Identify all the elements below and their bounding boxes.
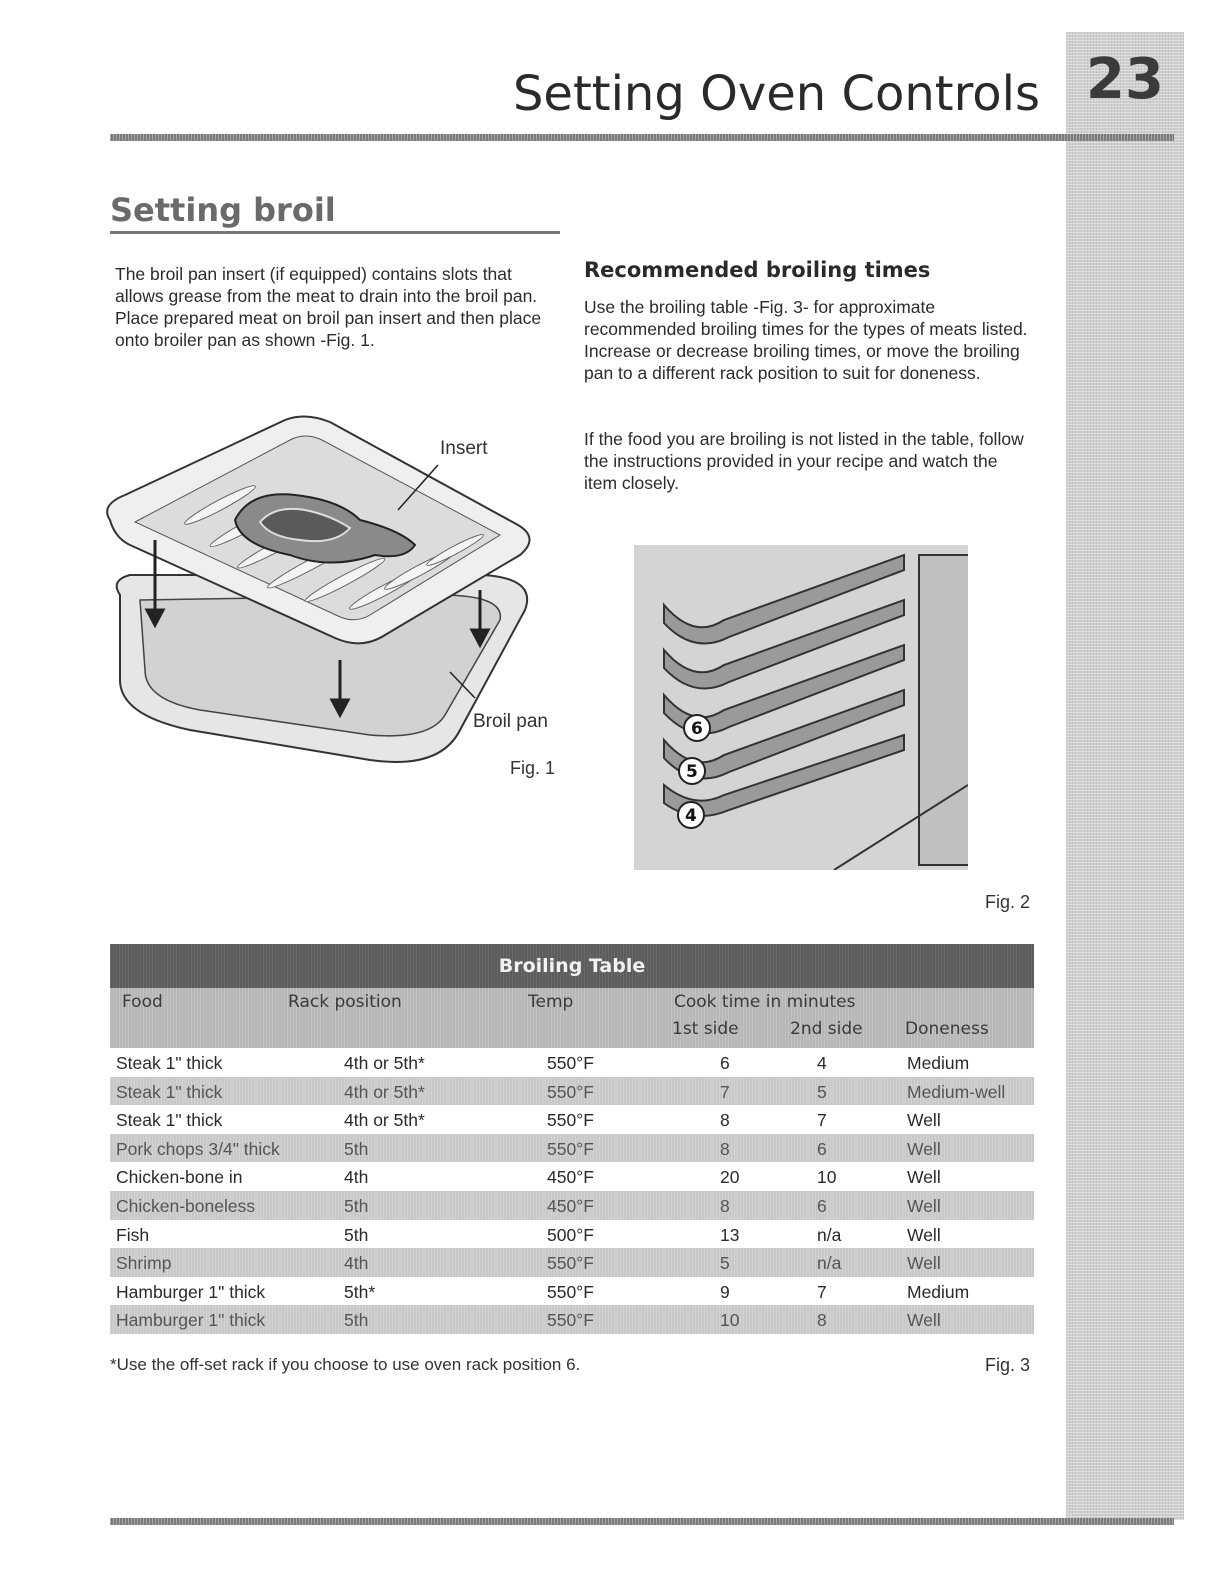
cell-temp: 500°F bbox=[547, 1224, 594, 1245]
cell-side1: 5 bbox=[720, 1253, 730, 1274]
cell-side2: 5 bbox=[817, 1081, 827, 1102]
cell-side2: n/a bbox=[817, 1253, 842, 1274]
cell-food: Steak 1" thick bbox=[116, 1110, 223, 1131]
table-row bbox=[110, 1220, 1034, 1249]
cell-side1: 8 bbox=[720, 1110, 730, 1131]
table-row bbox=[110, 1048, 1034, 1077]
table-row bbox=[110, 1191, 1034, 1220]
table-header-row bbox=[110, 988, 1034, 1048]
cell-rack: 4th or 5th* bbox=[344, 1053, 425, 1073]
cell-doneness: Medium bbox=[907, 1053, 970, 1073]
header-side1: 1st side bbox=[672, 1019, 739, 1039]
cell-side1: 8 bbox=[720, 1195, 730, 1216]
header-side2: 2nd side bbox=[790, 1019, 863, 1039]
cell-side2: 6 bbox=[817, 1138, 827, 1159]
cell-doneness: Well bbox=[907, 1110, 941, 1131]
cell-doneness: Medium-well bbox=[907, 1081, 1006, 1102]
insert-callout: Insert bbox=[440, 438, 488, 459]
cell-side2: 10 bbox=[817, 1167, 837, 1188]
recommended-paragraph-1: Use the broiling table -Fig. 3- for approximate recommended broiling times for the types of meats listed. Increase or decrease broiling times, or move the broiling pan to a different rack position to suit for doneness. bbox=[584, 297, 1028, 383]
table-row bbox=[110, 1105, 1034, 1134]
rack-label-6: 6 bbox=[691, 719, 703, 739]
cell-side2: n/a bbox=[817, 1224, 842, 1245]
cell-doneness: Well bbox=[907, 1138, 941, 1159]
cell-temp: 550°F bbox=[547, 1053, 594, 1073]
cell-temp: 550°F bbox=[547, 1281, 594, 1302]
cell-rack: 4th or 5th* bbox=[344, 1081, 425, 1102]
cell-side1: 6 bbox=[720, 1053, 730, 1073]
cell-side2: 7 bbox=[817, 1281, 827, 1302]
cell-doneness: Well bbox=[907, 1167, 941, 1188]
cell-doneness: Well bbox=[907, 1310, 941, 1331]
bottom-divider bbox=[110, 1518, 1174, 1525]
cell-rack: 4th bbox=[344, 1253, 369, 1274]
section-title: Setting broil bbox=[110, 191, 336, 229]
cell-side2: 4 bbox=[817, 1053, 827, 1073]
cell-side1: 9 bbox=[720, 1281, 730, 1302]
cell-side1: 10 bbox=[720, 1310, 740, 1331]
table-row bbox=[110, 1277, 1034, 1306]
table-title: Broiling Table bbox=[110, 944, 1034, 988]
table-row bbox=[110, 1162, 1034, 1191]
oven-rack-illustration bbox=[634, 545, 968, 870]
header-doneness: Doneness bbox=[905, 1019, 989, 1039]
cell-doneness: Medium bbox=[907, 1281, 970, 1302]
fig3-caption: Fig. 3 bbox=[985, 1355, 1031, 1375]
rack-label-4: 4 bbox=[685, 806, 697, 826]
header-cook-time: Cook time in minutes bbox=[674, 992, 856, 1012]
cell-side1: 8 bbox=[720, 1138, 730, 1159]
cell-side1: 7 bbox=[720, 1081, 730, 1102]
fig1-caption: Fig. 1 bbox=[510, 758, 556, 778]
page-number: 23 bbox=[1086, 47, 1164, 112]
table-row bbox=[110, 1077, 1034, 1106]
recommended-heading: Recommended broiling times bbox=[584, 258, 931, 282]
rack-label-5: 5 bbox=[686, 762, 698, 782]
cell-rack: 5th bbox=[344, 1310, 369, 1331]
cell-rack: 5th bbox=[344, 1195, 369, 1216]
table-row bbox=[110, 1305, 1034, 1334]
cell-temp: 450°F bbox=[547, 1167, 594, 1188]
table-footnote: *Use the off-set rack if you choose to use oven rack position 6. bbox=[110, 1355, 581, 1374]
cell-side2: 6 bbox=[817, 1195, 827, 1216]
cell-food: Steak 1" thick bbox=[116, 1053, 223, 1073]
cell-side1: 13 bbox=[720, 1224, 740, 1245]
cell-temp: 550°F bbox=[547, 1110, 594, 1131]
cell-rack: 4th or 5th* bbox=[344, 1110, 425, 1131]
cell-doneness: Well bbox=[907, 1253, 941, 1274]
cell-food: Steak 1" thick bbox=[116, 1081, 223, 1102]
header-rack: Rack position bbox=[288, 992, 402, 1012]
cell-rack: 5th bbox=[344, 1224, 369, 1245]
cell-rack: 5th bbox=[344, 1138, 369, 1159]
cell-side2: 8 bbox=[817, 1310, 827, 1331]
cell-temp: 550°F bbox=[547, 1138, 594, 1159]
cell-temp: 550°F bbox=[547, 1253, 594, 1274]
cell-food: Fish bbox=[116, 1224, 150, 1245]
cell-rack: 5th* bbox=[344, 1281, 376, 1302]
cell-doneness: Well bbox=[907, 1224, 941, 1245]
cell-temp: 550°F bbox=[547, 1310, 594, 1331]
cell-temp: 450°F bbox=[547, 1195, 594, 1216]
fig2-caption: Fig. 2 bbox=[985, 892, 1031, 912]
cell-food: Pork chops 3/4" thick bbox=[116, 1138, 280, 1159]
section-divider bbox=[110, 231, 560, 234]
chapter-side-tab bbox=[1066, 32, 1184, 1520]
cell-food: Shrimp bbox=[116, 1253, 172, 1274]
title-divider bbox=[110, 134, 1174, 141]
cell-rack: 4th bbox=[344, 1167, 369, 1188]
cell-food: Hamburger 1" thick bbox=[116, 1310, 266, 1331]
intro-paragraph: The broil pan insert (if equipped) contains slots that allows grease from the meat to drain into the broil pan. Place prepared meat on broil pan insert and then place onto broiler pan as shown -Fig. 1. bbox=[115, 264, 542, 350]
cell-food: Chicken-bone in bbox=[116, 1167, 243, 1188]
broil-pan-callout: Broil pan bbox=[473, 711, 548, 732]
cell-temp: 550°F bbox=[547, 1081, 594, 1102]
header-food: Food bbox=[122, 992, 163, 1012]
cell-food: Chicken-boneless bbox=[116, 1195, 256, 1216]
cell-food: Hamburger 1" thick bbox=[116, 1281, 266, 1302]
recommended-paragraph-2: If the food you are broiling is not listed in the table, follow the instructions provided in your recipe and watch the item closely. bbox=[584, 429, 1024, 493]
table-row bbox=[110, 1134, 1034, 1163]
cell-doneness: Well bbox=[907, 1195, 941, 1216]
header-temp: Temp bbox=[528, 992, 574, 1012]
table-row bbox=[110, 1248, 1034, 1277]
page-title: Setting Oven Controls bbox=[512, 66, 1040, 122]
cell-side2: 7 bbox=[817, 1110, 827, 1131]
broiling-table bbox=[110, 944, 1034, 1334]
cell-side1: 20 bbox=[720, 1167, 740, 1188]
